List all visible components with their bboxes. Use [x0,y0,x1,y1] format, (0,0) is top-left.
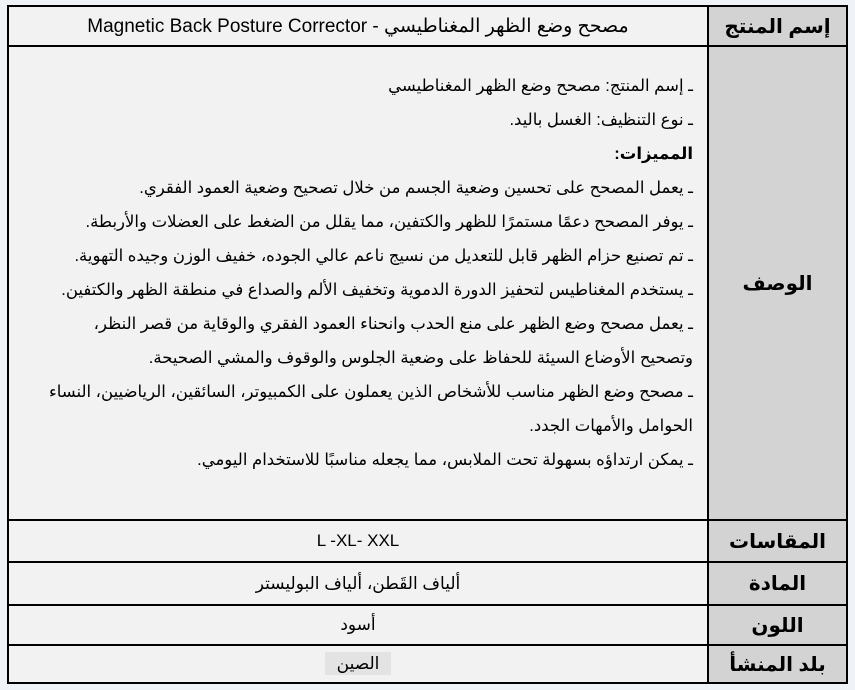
description-line: ـ يمكن ارتداؤه بسهولة تحت الملابس، مما يجعله مناسبًا للاستخدام اليومي. [197,451,693,469]
origin-value-cell [8,645,708,683]
description-line: ـ نوع التنظيف: الغسل باليد. [509,111,693,129]
description-line: وتصحيح الأوضاع السيئة للحفاظ على وضعية الجلوس والوقوف والمشي الصحيحة. [148,349,693,367]
sizes-value: L -XL- XXL [8,520,708,562]
description-features-heading: المميزات: [614,145,693,163]
description-line: الحوامل والأمهات الجدد. [529,417,693,435]
product-name-value: مصحح وضع الظهر المغناطيسي - Magnetic Back Posture Corrector [8,6,708,46]
table-row-description [8,46,847,520]
description-line: ـ مصحح وضع الظهر مناسب للأشخاص الذين يعملون على الكمبيوتر، السائقين، الرياضيين، النساء [49,383,693,401]
row-header-material: المادة [708,562,847,605]
description-line: ـ يعمل المصحح على تحسين وضعية الجسم من خلال تصحيح وضعية العمود الفقري. [139,179,693,197]
row-header-color: اللون [708,605,847,645]
description-line: ـ إسم المنتج: مصحح وضع الظهر المغناطيسي [388,77,693,95]
description-line: ـ تم تصنيع حزام الظهر قابل للتعديل من نسيج ناعم عالي الجوده، خفيف الوزن وجيده التهوية. [74,247,693,265]
origin-value: الصين [325,652,392,675]
description-line: ـ يستخدم المغناطيس لتحفيز الدورة الدموية وتخفيف الألم والصداع في منطقة الظهر والكتفين. [61,281,693,299]
table-row-sizes [8,520,847,562]
product-spec-table [7,5,848,684]
material-value: ألياف القَطن، ألياف البوليستر [8,562,708,605]
description-line: ـ يعمل مصحح وضع الظهر على منع الحدب وانحناء العمود الفقري والوقاية من قصر النظر، [93,315,693,333]
table-row-material [8,562,847,605]
row-header-product-name: إسم المنتج [708,6,847,46]
table-row-product-name [8,6,847,46]
description-value [8,46,708,520]
color-value: أسود [8,605,708,645]
row-header-description: الوصف [708,46,847,520]
row-header-sizes: المقاسات [708,520,847,562]
table-row-origin [8,645,847,683]
row-header-origin: بلد المنشأ [708,645,847,683]
table-row-color [8,605,847,645]
description-line: ـ يوفر المصحح دعمًا مستمرًا للظهر والكتفين، مما يقلل من الضغط على العضلات والأربطة. [85,213,693,231]
